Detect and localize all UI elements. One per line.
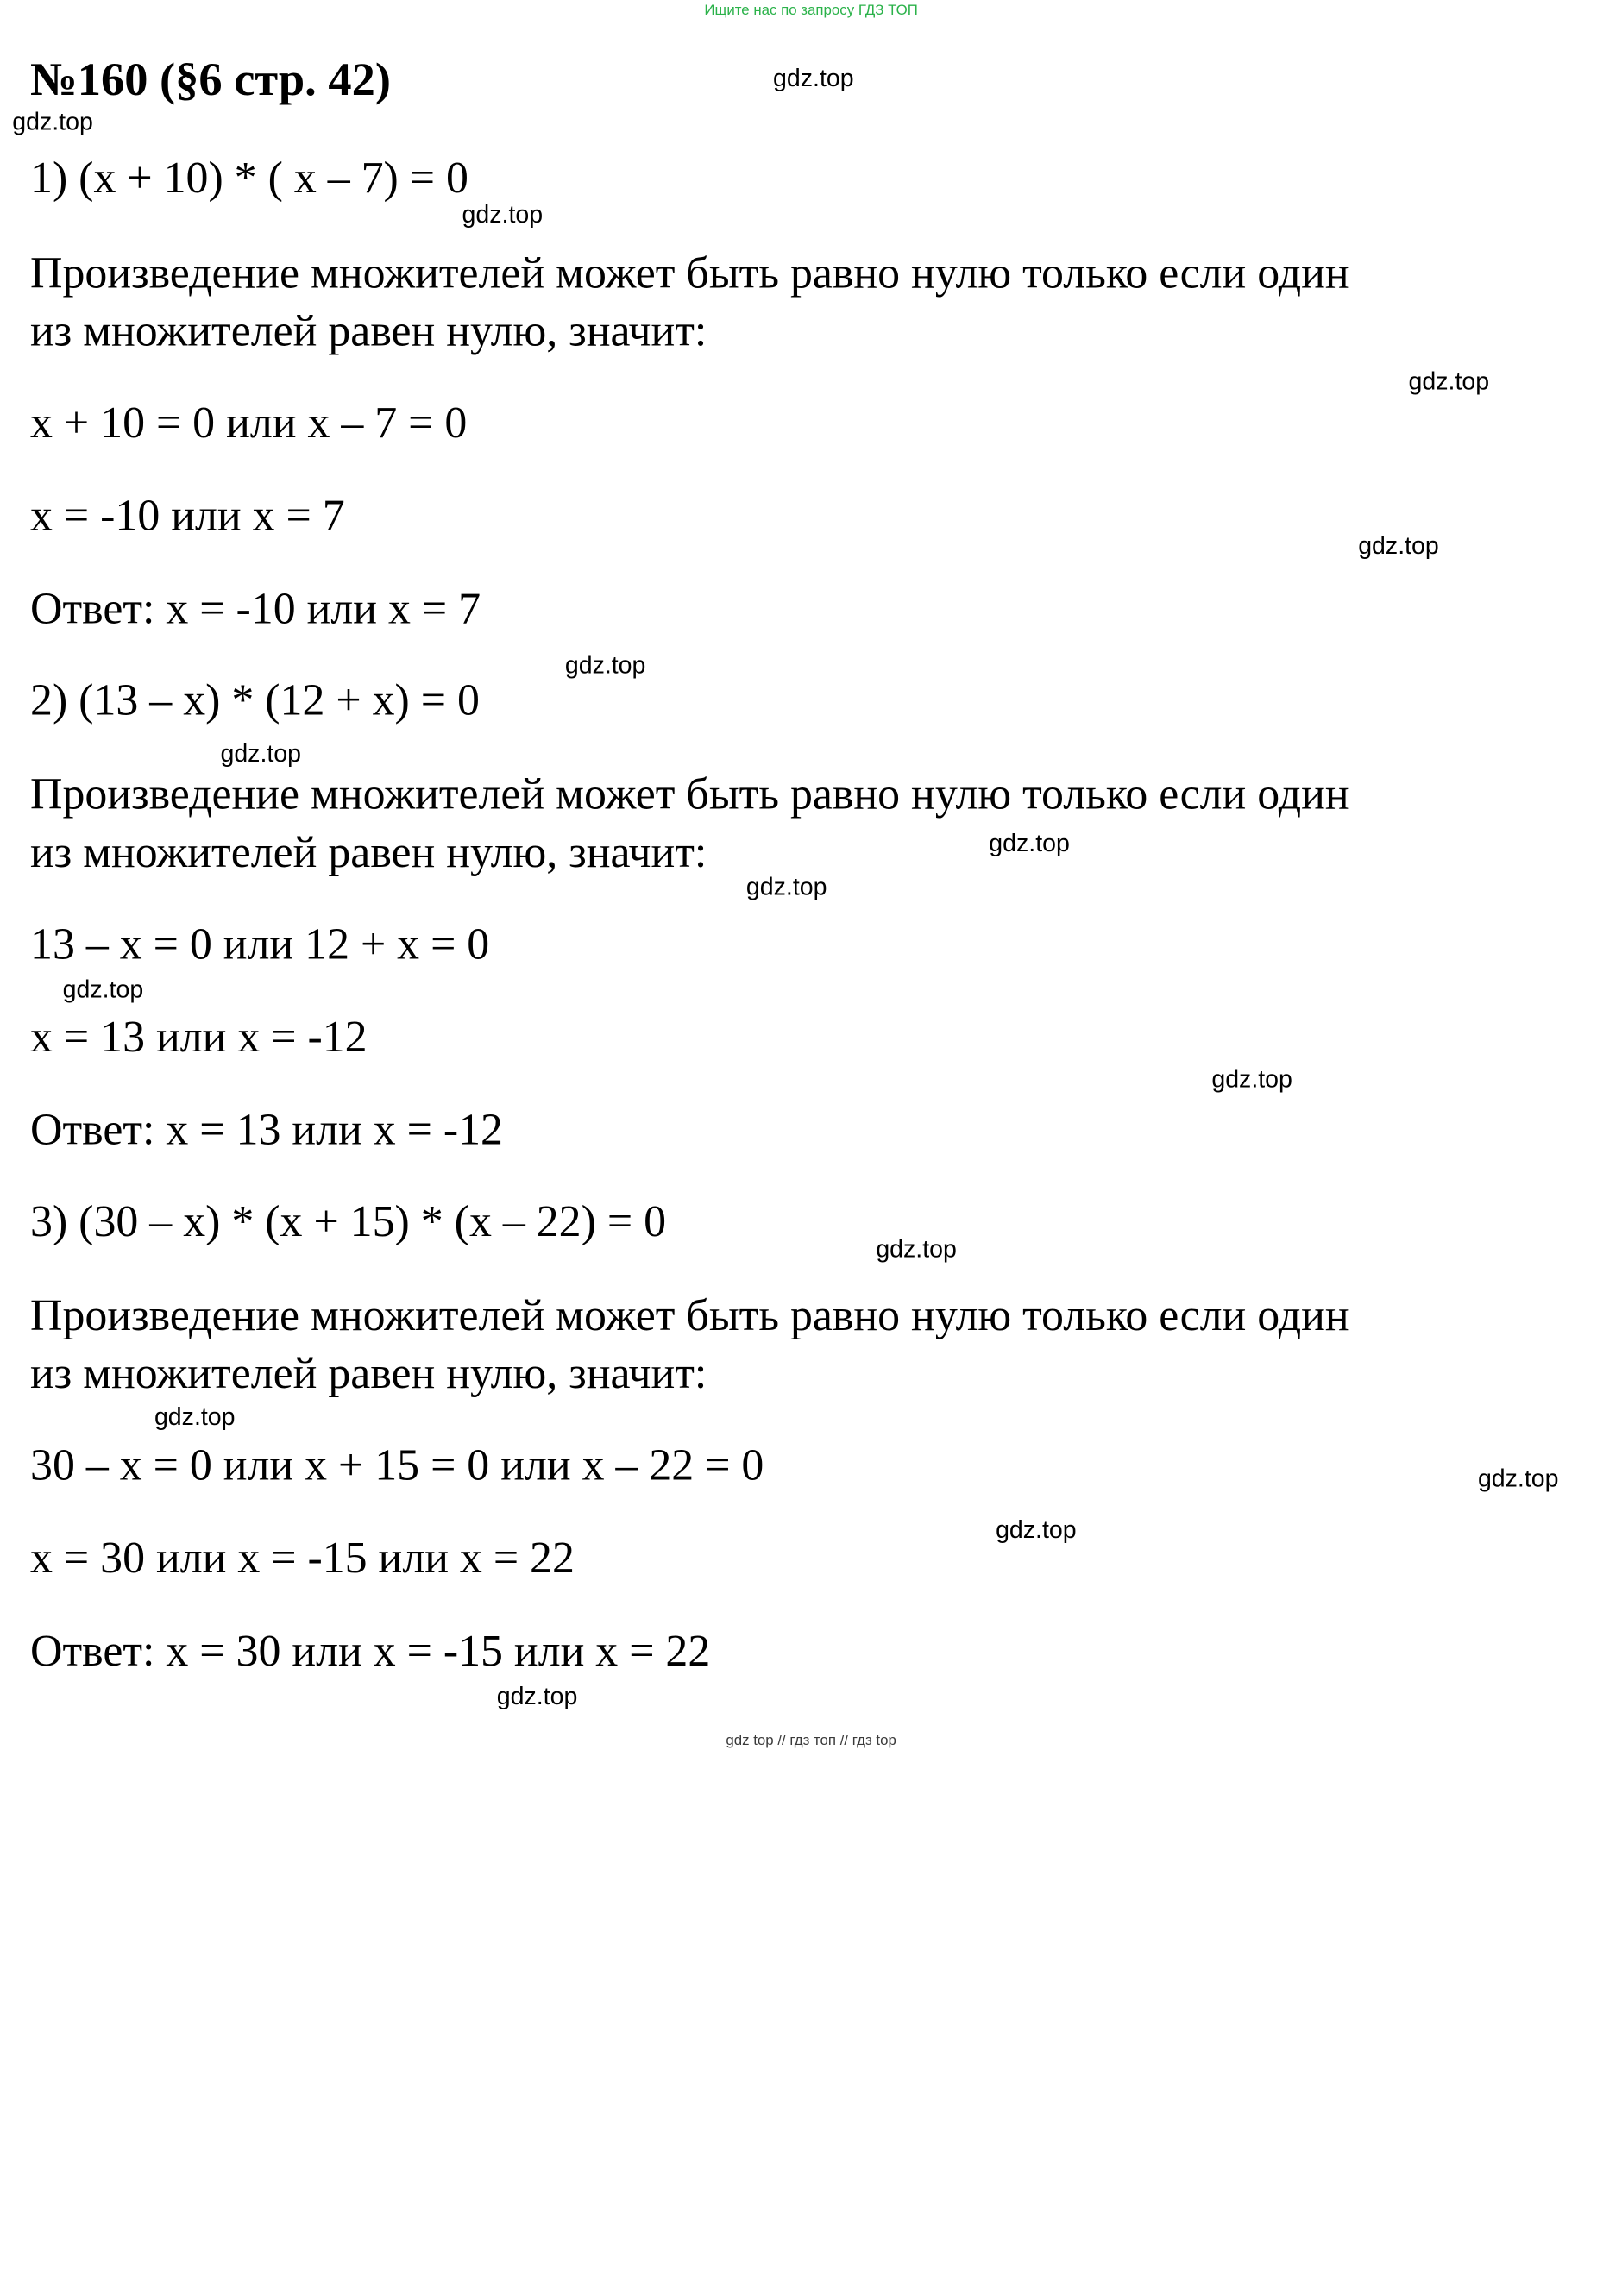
watermark: gdz.top xyxy=(745,872,827,900)
watermark: gdz.top xyxy=(773,63,854,92)
part1-answer: Ответ: x = -10 или x = 7 xyxy=(30,582,481,633)
part2-explanation-line2: из множителей равен нулю, значит: xyxy=(30,826,707,877)
watermark: gdz.top xyxy=(496,1682,578,1710)
footer-watermark: gdz top // гдз топ // гдз top xyxy=(726,1731,896,1748)
watermark: gdz.top xyxy=(1211,1064,1292,1093)
part1-step2: x = -10 или x = 7 xyxy=(30,489,345,541)
part3-step2: x = 30 или x = -15 или x = 22 xyxy=(30,1532,575,1583)
part3-step1: 30 – x = 0 или x + 15 = 0 или x – 22 = 0 xyxy=(30,1439,764,1490)
watermark: gdz.top xyxy=(462,200,544,229)
part3-answer: Ответ: x = 30 или x = -15 или x = 22 xyxy=(30,1625,711,1676)
part2-step1: 13 – x = 0 или 12 + x = 0 xyxy=(30,918,490,969)
watermark: gdz.top xyxy=(1358,530,1439,560)
watermark: gdz.top xyxy=(876,1234,957,1263)
part3-explanation-line1: Произведение множителей может быть равно нулю только если один xyxy=(30,1289,1349,1340)
part2-step2: x = 13 или x = -12 xyxy=(30,1011,368,1062)
watermark: gdz.top xyxy=(62,975,144,1004)
watermark: gdz.top xyxy=(154,1402,236,1431)
watermark: gdz.top xyxy=(996,1515,1077,1544)
part1-explanation-line2: из множителей равен нулю, значит: xyxy=(30,304,707,356)
part2-answer: Ответ: x = 13 или x = -12 xyxy=(30,1103,503,1155)
part1-step1: x + 10 = 0 или x – 7 = 0 xyxy=(30,397,468,448)
part3-equation: 3) (30 – x) * (x + 15) * (x – 22) = 0 xyxy=(30,1195,667,1246)
search-note: Ищите нас по запросу ГДЗ ТОП xyxy=(704,1,918,18)
watermark: gdz.top xyxy=(989,828,1070,857)
part1-equation: 1) (x + 10) * ( x – 7) = 0 xyxy=(30,152,468,203)
watermark: gdz.top xyxy=(220,739,302,768)
part2-equation: 2) (13 – x) * (12 + x) = 0 xyxy=(30,674,480,725)
watermark: gdz.top xyxy=(564,650,646,680)
page-title: №160 (§6 стр. 42) xyxy=(30,54,391,107)
part2-explanation-line1: Произведение множителей может быть равно нулю только если один xyxy=(30,768,1349,819)
part1-explanation-line1: Произведение множителей может быть равно нулю только если один xyxy=(30,247,1349,298)
watermark: gdz.top xyxy=(1477,1464,1559,1492)
watermark: gdz.top xyxy=(1408,367,1490,395)
part3-explanation-line2: из множителей равен нулю, значит: xyxy=(30,1347,707,1398)
watermark: gdz.top xyxy=(12,107,93,135)
